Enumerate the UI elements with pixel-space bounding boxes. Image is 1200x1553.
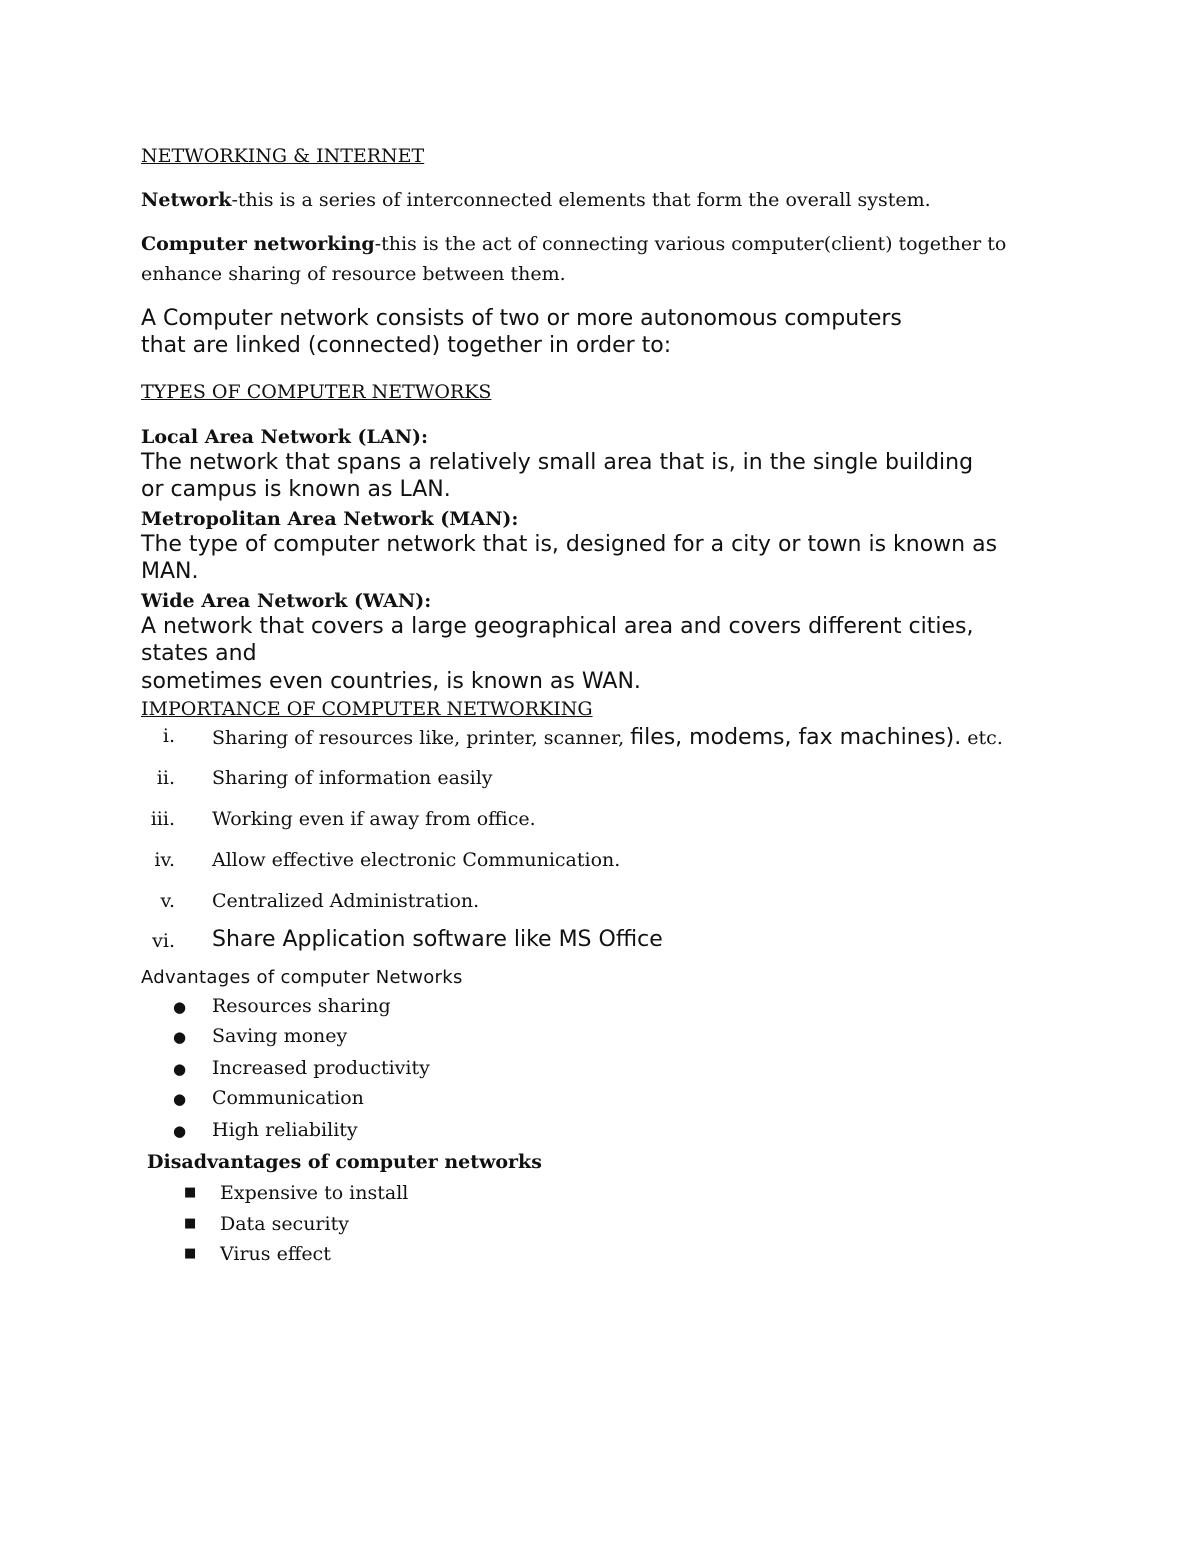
disadvantages-heading: Disadvantages of computer networks: [147, 1151, 542, 1173]
list-item-number: v.: [160, 890, 175, 912]
list-item-text: Centralized Administration.: [212, 890, 480, 912]
square-bullet-icon: ■: [184, 1216, 197, 1231]
network-term: Network: [141, 189, 232, 211]
computer-networking-text1: -this is the act of connecting various computer(client) together to: [374, 233, 1007, 255]
list-item-text: Allow effective electronic Communication.: [212, 849, 621, 871]
network-definition: [141, 189, 931, 211]
network-consists-line2: that are linked (connected) together in order to:: [141, 333, 672, 358]
bullet-icon: ●: [173, 1060, 187, 1078]
list-item-text: Communication: [212, 1087, 364, 1109]
lan-line1: The network that spans a relatively small area that is, in the single building: [141, 450, 974, 475]
list-item-text: Increased productivity: [212, 1057, 430, 1079]
wan-line2: states and: [141, 641, 257, 666]
list-item-number: i.: [162, 725, 175, 747]
wan-line3: sometimes even countries, is known as WAN.: [141, 669, 641, 694]
advantages-heading: Advantages of computer Networks: [141, 967, 463, 988]
network-consists-line1: A Computer network consists of two or more autonomous computers: [141, 306, 902, 331]
bullet-icon: ●: [173, 1028, 187, 1046]
list-item-text: Sharing of information easily: [212, 767, 493, 789]
list-item-text: Data security: [220, 1213, 349, 1235]
document-title: NETWORKING & INTERNET: [141, 145, 425, 167]
list-item-text: Resources sharing: [212, 995, 391, 1017]
computer-networking-text2: enhance sharing of resource between them.: [141, 263, 566, 285]
computer-networking-definition: [141, 233, 1006, 255]
list-item-text: Working even if away from office.: [212, 808, 536, 830]
lan-line2: or campus is known as LAN.: [141, 477, 451, 502]
list-item-number: ii.: [156, 767, 175, 789]
square-bullet-icon: ■: [184, 1246, 197, 1261]
lan-heading: Local Area Network (LAN):: [141, 426, 429, 448]
list-item-text: Virus effect: [220, 1243, 331, 1265]
bullet-icon: ●: [173, 998, 187, 1016]
man-heading: Metropolitan Area Network (MAN):: [141, 508, 519, 530]
list-item-text: Expensive to install: [220, 1182, 409, 1204]
types-heading: TYPES OF COMPUTER NETWORKS: [141, 381, 492, 403]
man-line2: MAN.: [141, 559, 199, 584]
wan-heading: Wide Area Network (WAN):: [141, 590, 432, 612]
wan-line1: A network that covers a large geographical area and covers different cities,: [141, 614, 974, 639]
bullet-icon: ●: [173, 1090, 187, 1108]
network-text: -this is a series of interconnected elements that form the overall system.: [231, 189, 931, 211]
computer-networking-term: Computer networking: [141, 233, 375, 255]
list-item-text: Saving money: [212, 1025, 348, 1047]
list-item-number: iii.: [150, 808, 175, 830]
list-item-text: Share Application software like MS Office: [212, 927, 663, 952]
importance-heading: IMPORTANCE OF COMPUTER NETWORKING: [141, 698, 593, 720]
list-item-text: Sharing of resources like, printer, scanner, files, modems, fax machines). etc.: [212, 725, 1003, 750]
list-item-text: High reliability: [212, 1119, 358, 1141]
man-line1: The type of computer network that is, designed for a city or town is known as: [141, 532, 998, 557]
square-bullet-icon: ■: [184, 1185, 197, 1200]
list-item-number: iv.: [154, 849, 175, 871]
list-item-number: vi.: [152, 930, 175, 952]
bullet-icon: ●: [173, 1122, 187, 1140]
